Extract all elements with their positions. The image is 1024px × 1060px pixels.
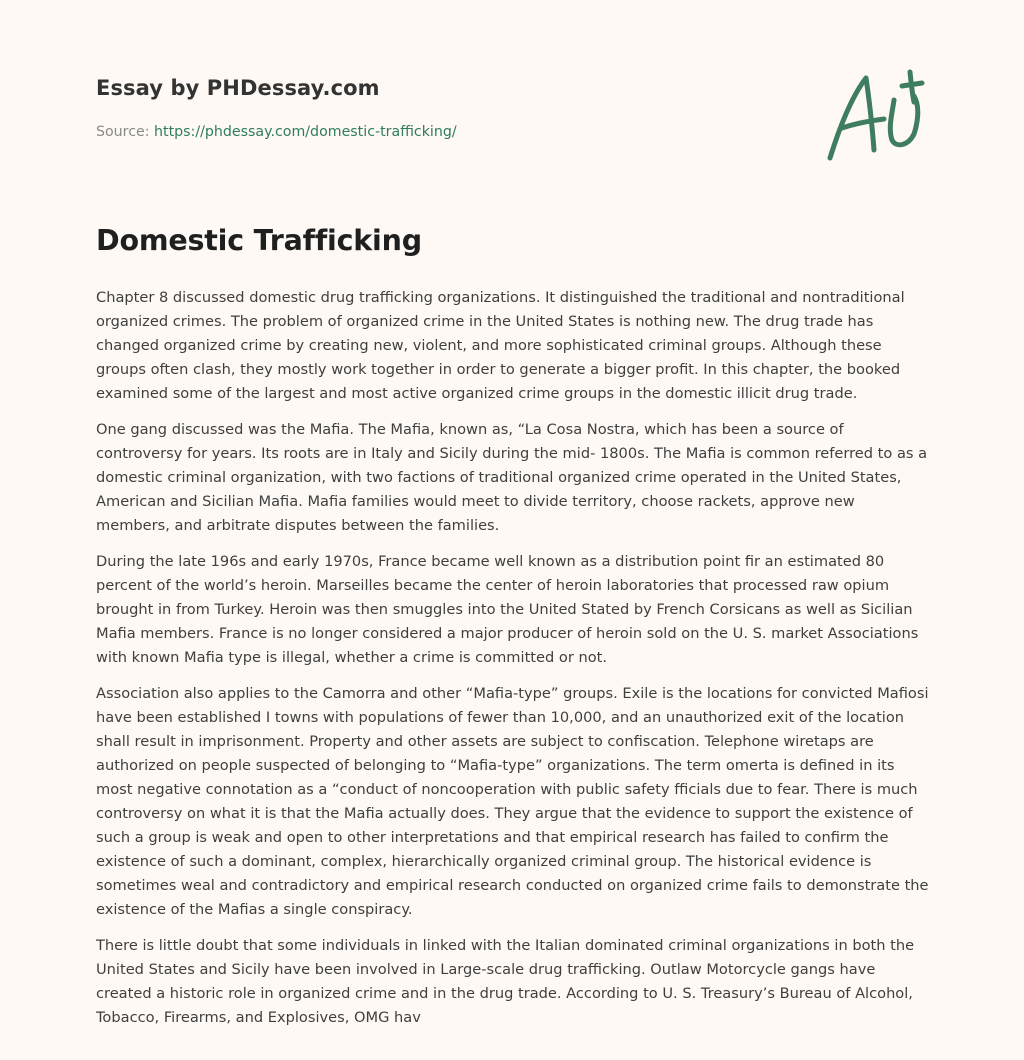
essay-paragraph: There is little doubt that some individuals in linked with the Italian dominated criminal organizations in both the United States and Sicily have been involved in Large-scale drug trafficking. Outlaw Motorcycle gangs have created a historic role in organized crime and in the drug trade. According to U. S. Treasury’s Bureau of Alcohol, Tobacco, Firearms, and Explosives, OMG hav — [96, 937, 915, 1026]
essay-title: Domestic Trafficking — [96, 224, 422, 257]
site-brand: Essay by PHDessay.com — [96, 76, 380, 100]
essay-paragraph: One gang discussed was the Mafia. The Mafia, known as, “La Cosa Nostra, which has been a source of controversy for years. Its roots are in Italy and Sicily during the mid- 1800s. The Mafia is common referred to as a domestic criminal organization, with two factions of traditional organized crime operated in the United States, American and Sicilian Mafia. Mafia families would meet to divide territory, choose rackets, approve new members, and arbitrate disputes between the families. — [96, 421, 928, 534]
source-label: Source: — [96, 124, 155, 140]
essay-paragraph: Chapter 8 discussed domestic drug trafficking organizations. It distinguished the traditional and nontraditional organized crimes. The problem of organized crime in the United States is nothing new. The drug trade has changed organized crime by creating new, violent, and more sophisticated criminal groups. Although these groups often clash, they mostly work together in order to generate a bigger profit. In this chapter, the booked examined some of the largest and most active organized crime groups in the domestic illicit drug trade. — [96, 289, 905, 402]
essay-paragraph: During the late 196s and early 1970s, France became well known as a distribution point fir an estimated 80 percent of the world’s heroin. Marseilles became the center of heroin laboratories that processed raw opium brought in from Turkey. Heroin was then smuggles into the United Stated by French Corsicans as well as Sicilian Mafia members. France is no longer considered a major producer of heroin sold on the U. S. market Associations with known Mafia type is illegal, whether a crime is committed or not. — [96, 553, 919, 666]
essay-body — [96, 286, 930, 1042]
a-plus-grade-icon — [822, 66, 932, 166]
essay-paragraph: Association also applies to the Camorra and other “Mafia-type” groups. Exile is the locations for convicted Mafiosi have been established I towns with populations of fewer than 10,000, and an unauthorized exit of the location shall result in imprisonment. Property and other assets are subject to confiscation. Telephone wiretaps are authorized on people suspected of belonging to “Mafia-type” organizations. The term omerta is defined in its most negative connotation as a “conduct of noncooperation with public safety fficials due to fear. There is much controversy on what it is that the Mafia actually does. They argue that the evidence to support the existence of such a group is weak and open to other interpretations and that empirical research has failed to confirm the existence of such a dominant, complex, hierarchically organized criminal group. The historical evidence is sometimes weal and contradictory and empirical research conducted on organized crime fails to demonstrate the existence of the Mafias a single conspiracy. — [96, 685, 929, 918]
source-line — [96, 124, 457, 140]
source-link[interactable]: https://phdessay.com/domestic-trafficking/ — [154, 124, 457, 140]
